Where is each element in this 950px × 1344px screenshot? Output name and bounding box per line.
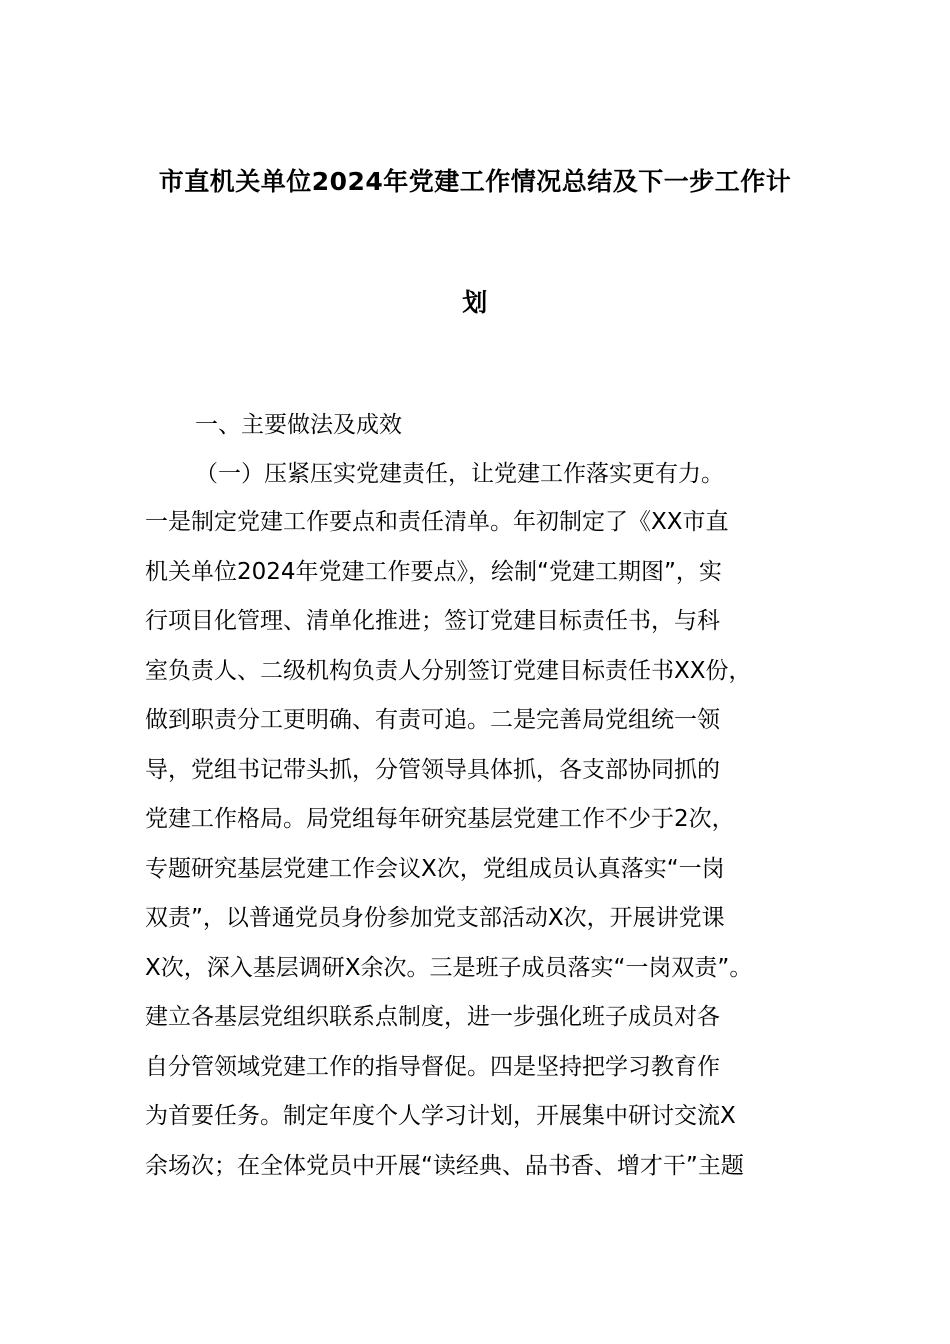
body-line: 室负责人、二级机构负责人分别签订党建目标责任书XX份， <box>145 657 752 684</box>
body-line: 一是制定党建工作要点和责任清单。年初制定了《XX市直 <box>145 509 729 535</box>
body-line: X次，深入基层调研X余次。三是班子成员落实“一岗双责”。 <box>145 954 753 981</box>
document-title-line-1: 市直机关单位2024年党建工作情况总结及下一步工作计 <box>158 167 792 196</box>
body-line: 专题研究基层党建工作会议X次，党组成员认真落实“一岗 <box>145 855 725 882</box>
document-title-line-2: 划 <box>462 288 488 317</box>
body-line: 党建工作格局。局党组每年研究基层党建工作不少于2次， <box>145 806 735 832</box>
body-line: 为首要任务。制定年度个人学习计划，开展集中研讨交流X <box>145 1103 736 1129</box>
subsection-heading: （一）压紧压实党建责任，让党建工作落实更有力。 <box>195 461 724 487</box>
body-line: 建立各基层党组织联系点制度，进一步强化班子成员对各 <box>145 1004 720 1030</box>
body-paragraph <box>145 506 845 1199</box>
body-line: 做到职责分工更明确、有责可追。二是完善局党组统一领 <box>145 707 720 733</box>
body-line: 导，党组书记带头抓，分管领导具体抓，各支部协同抓的 <box>145 756 720 783</box>
body-line: 机关单位2024年党建工作要点》，绘制“党建工期图”，实 <box>145 558 722 585</box>
body-line: 自分管领域党建工作的指导督促。四是坚持把学习教育作 <box>145 1053 720 1080</box>
body-line: 余场次；在全体党员中开展“读经典、品书香、增才干”主题 <box>145 1152 744 1179</box>
section-heading: 一、主要做法及成效 <box>195 412 402 438</box>
body-line: 行项目化管理、清单化推进；签订党建目标责任书，与科 <box>145 608 720 634</box>
body-line: 双责”，以普通党员身份参加党支部活动X次，开展讲党课 <box>145 905 725 931</box>
